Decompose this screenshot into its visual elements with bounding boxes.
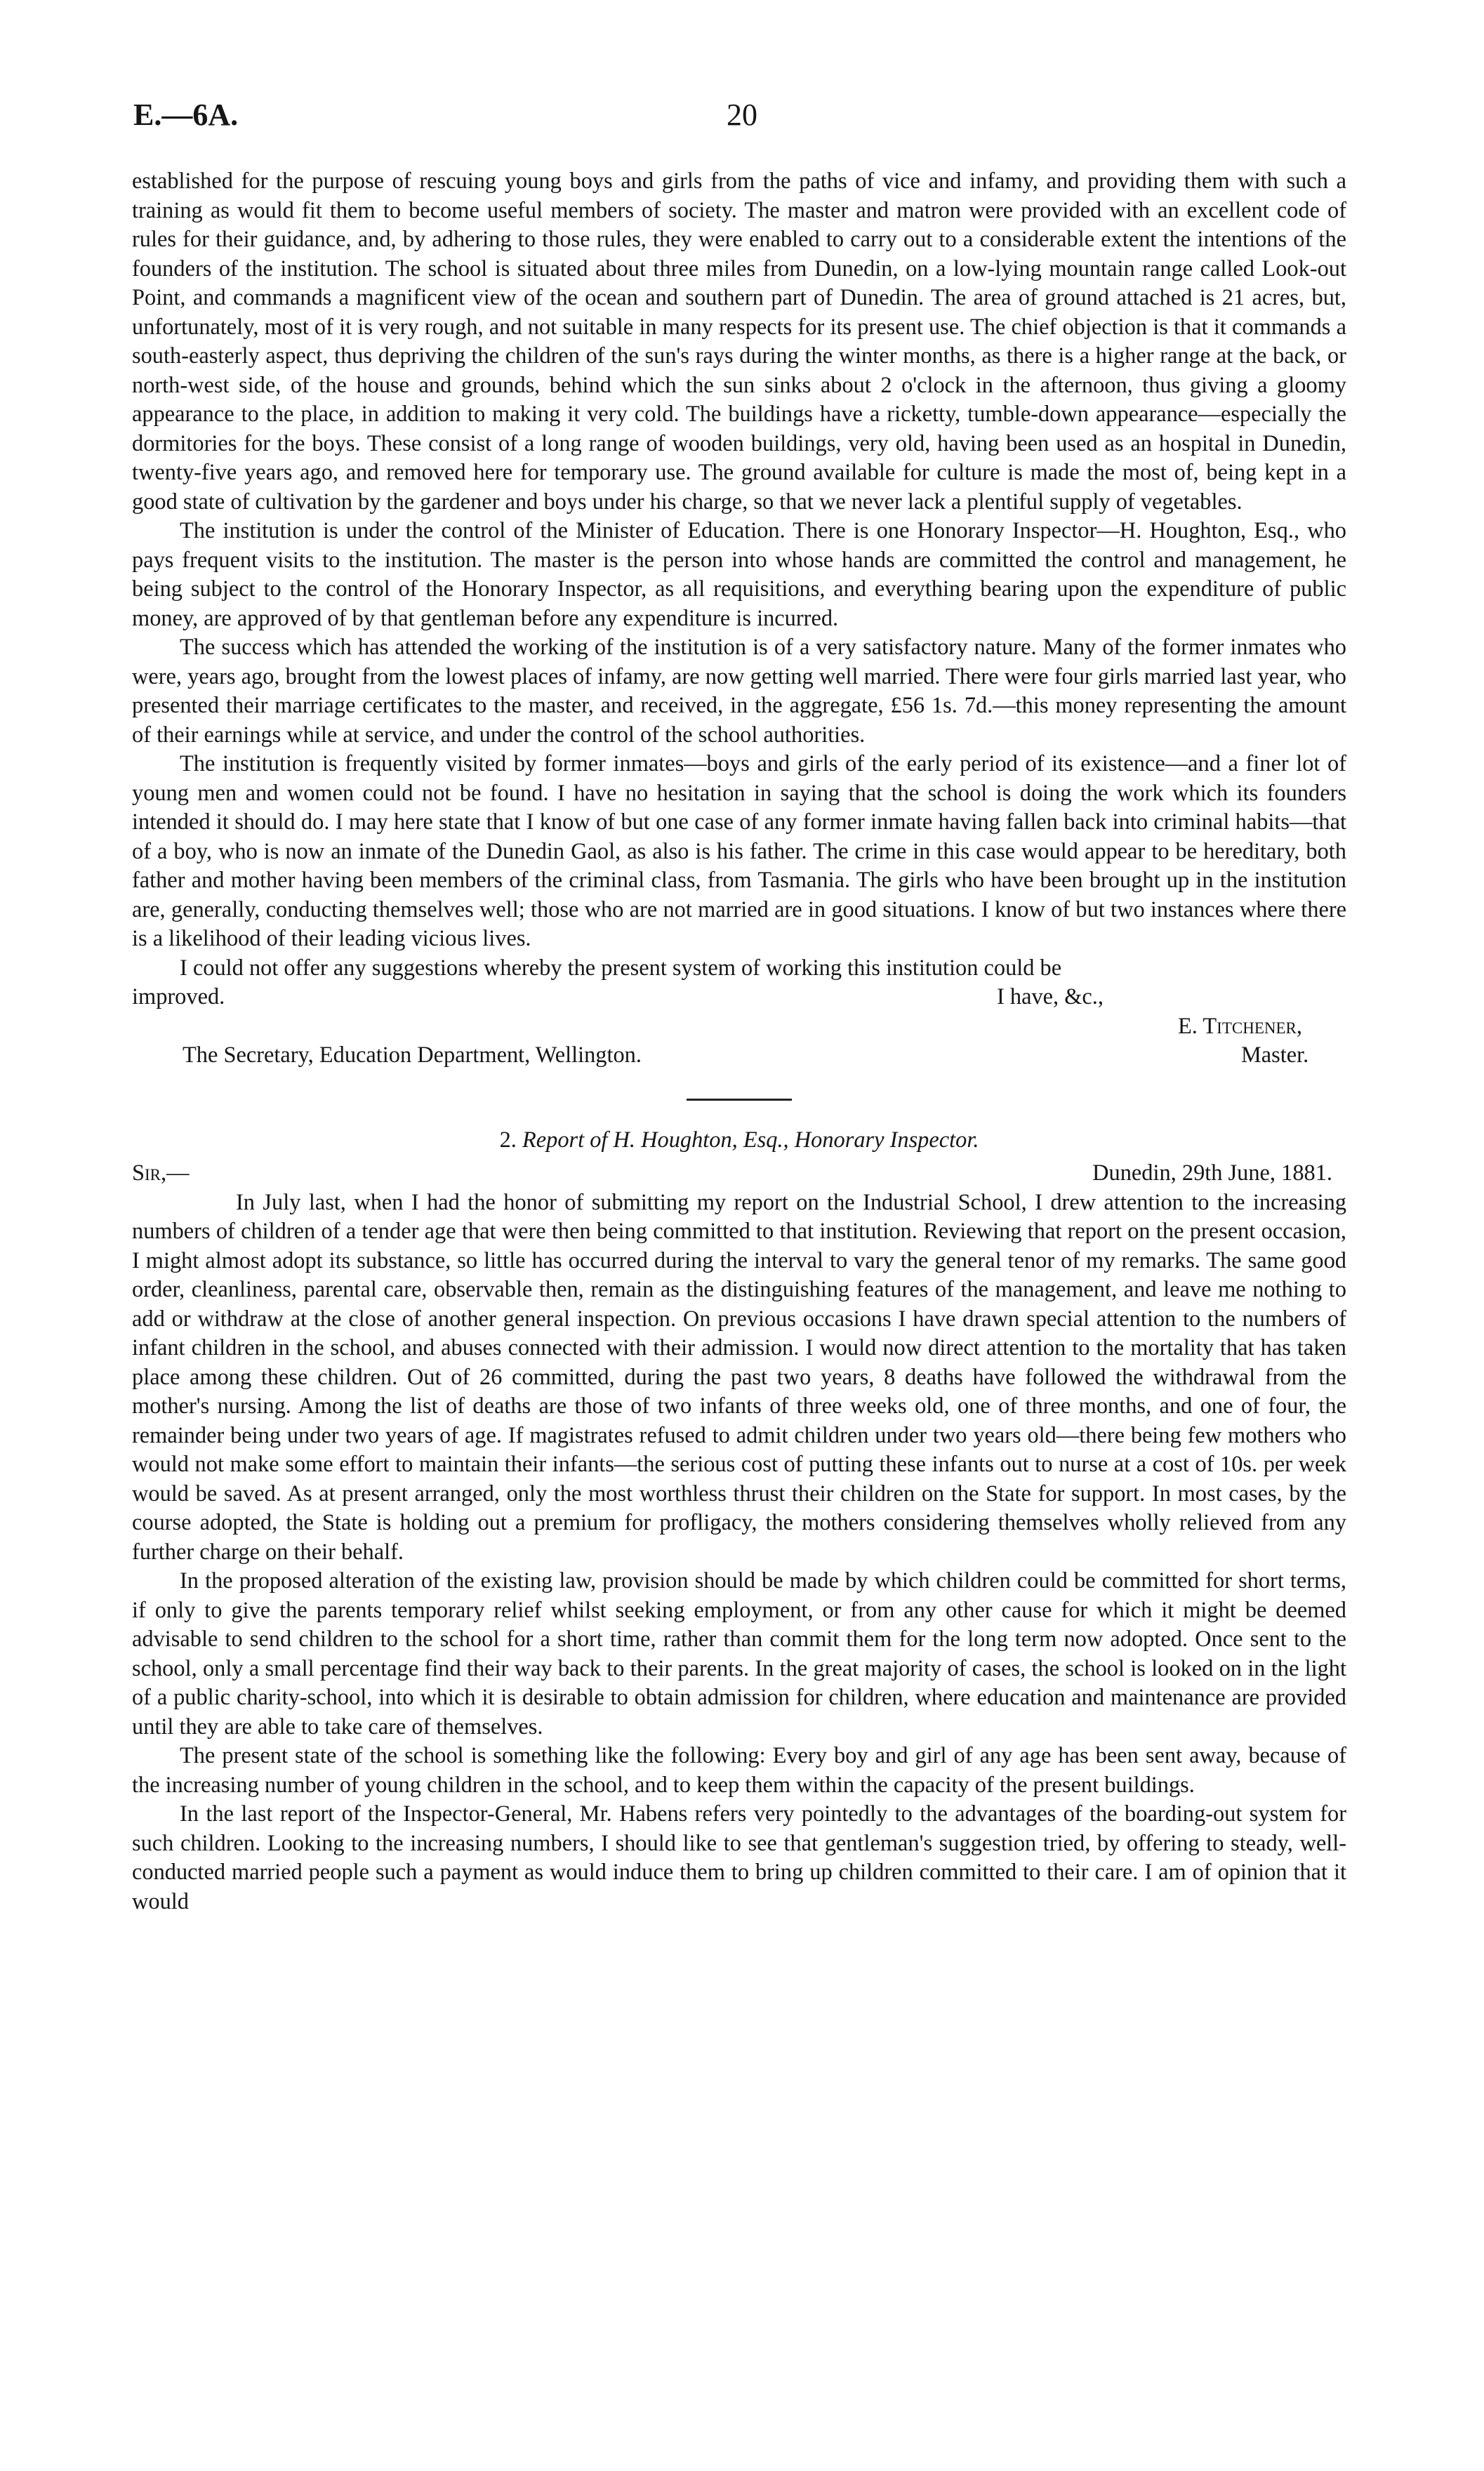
page-number: 20: [727, 98, 757, 132]
body-text: [132, 167, 1346, 1916]
closing-word: improved.: [132, 984, 225, 1009]
page-header: [133, 97, 1351, 139]
report1-paragraph-4: The institution is frequently visited by former inmates—boys and girls of the early period of its existence—and a finer lot of young men and women could not be found. I have no hesitation in saying that the school is doing the work which its founders intended it should do. I may here state that I know of but one case of any former inmate having fallen back into criminal habits—that of a boy, who is now an inmate of the Dunedin Gaol, as also is his father. The crime in this case would appear to be hereditary, both father and mother having been members of the criminal class, from Tasmania. The girls who have been brought up in the institution are, generally, conducting themselves well; those who are not married are in good situations. I know of but two instances where there is a likelihood of their leading vicious lives.: [132, 751, 1346, 951]
report2-number: 2.: [499, 1127, 517, 1153]
dateline: Dunedin, 29th June, 1881.: [1092, 1160, 1332, 1186]
report2-title: Report of H. Houghton, Esq., Honorary Inspector.: [522, 1127, 979, 1153]
signatory-name: E. Titchener,: [1178, 1013, 1302, 1039]
report1-paragraph-3: The success which has attended the working of the institution is of a very satisfactory nature. Many of the former inmates who were, years ago, brought from the lowest places of infamy, are now getting well married. There were four girls married last year, who presented their marriage certificates to the master, and received, in the aggregate, £56 1s. 7d.—this money representing the amount of their earnings while at service, and under the control of the school authorities.: [132, 635, 1346, 748]
salutation-row: [132, 1159, 1346, 1188]
report2-paragraph-3: The present state of the school is something like the following: Every boy and girl of any age has been sent away, because of the increasing number of young children in the school, and to keep them within the capacity of the present buildings.: [132, 1743, 1346, 1798]
closing-formula: I have, &c.,: [997, 984, 1104, 1009]
addressee: The Secretary, Education Department, Wellington.: [183, 1042, 642, 1068]
report1-paragraph-2: The institution is under the control of the Minister of Education. There is one Honorary Inspector—H. Houghton, Esq., who pays frequent visits to the institution. The master is the person into whose hands are committed the control and management, he being subject to the control of the Honorary Inspector, as all requisitions, and everything bearing upon the expenditure of public money, are approved of by that gentleman before any expenditure is incurred.: [132, 518, 1346, 631]
section-divider: [687, 1099, 792, 1101]
report2-paragraph-2: In the proposed alteration of the existing law, provision should be made by which children could be committed for short terms, if only to give the parents temporary relief whilst seeking employment, or from any other cause for which it might be deemed advisable to send children to the school for a short time, rather than commit them for the long term now adopted. Once sent to the school, only a small percentage find their way back to their parents. In the great majority of cases, the school is looked on in the light of a public charity-school, into which it is desirable to obtain admission for children, where education and maintenance are provided until they are able to take care of themselves.: [132, 1568, 1346, 1740]
signatory-row: [132, 1012, 1346, 1042]
closing-row: [132, 983, 1346, 1012]
report2-heading: [132, 1126, 1346, 1155]
report1-paragraph-5: I could not offer any suggestions whereby the present system of working this institution could be: [180, 955, 1062, 981]
document-reference: E.—6A.: [133, 98, 239, 132]
salutation: Sir,—: [132, 1160, 190, 1186]
report2-paragraph-4: In the last report of the Inspector-General, Mr. Habens refers very pointedly to the advantages of the boarding-out system for such children. Looking to the increasing numbers, I should like to see that gentleman's suggestion tried, by offering to steady, well-conducted married people such a payment as would induce them to bring up children committed to their care. I am of opinion that it would: [132, 1801, 1346, 1914]
report2-paragraph-1: In July last, when I had the honor of submitting my report on the Industrial School, I drew attention to the increasing numbers of children of a tender age that were then being committed to that institution. Reviewing that report on the present occasion, I might almost adopt its substance, so little has occurred during the interval to vary the general tenor of my remarks. The same good order, cleanliness, parental care, observable then, remain as the distinguishing features of the management, and leave me nothing to add or withdraw at the close of another general inspection. On previous occasions I have drawn special attention to the numbers of infant children in the school, and abuses connected with their admission. I would now direct attention to the mortality that has taken place among these children. Out of 26 committed, during the past two years, 8 deaths have followed the withdrawal from the mother's nursing. Among the list of deaths are those of two infants of three weeks old, one of three months, and one of four, the remainder being under two years of age. If magistrates refused to admit children under two years old—there being few mothers who would not make some effort to maintain their infants—the serious cost of putting these infants out to nurse at a cost of 10s. per week would be saved. As at present arranged, only the most worthless thrust their children on the State for support. In most cases, by the course adopted, the State is holding out a premium for profligacy, the mothers considering themselves wholly relieved from any further charge on their behalf.: [132, 1189, 1346, 1565]
signatory-title: Master.: [1241, 1042, 1309, 1068]
report1-paragraph-1: established for the purpose of rescuing young boys and girls from the paths of vice and infamy, and providing them with such a training as would fit them to become useful members of society. The master and matron were provided with an excellent code of rules for their guidance, and, by adhering to those rules, they were enabled to carry out to a considerable extent the intentions of the founders of the institution. The school is situated about three miles from Dunedin, on a low-lying mountain range called Look-out Point, and commands a magnificent view of the ocean and southern part of Dunedin. The area of ground attached is 21 acres, but, unfortunately, most of it is very rough, and not suitable in many respects for its present use. The chief objection is that it commands a south-easterly aspect, thus depriving the children of the sun's rays during the winter months, as there is a higher range at the back, or north-west side, of the house and grounds, behind which the sun sinks about 2 o'clock in the afternoon, thus giving a gloomy appearance to the place, in addition to making it very cold. The buildings have a ricketty, tumble-down appearance—especially the dormitories for the boys. These consist of a long range of wooden buildings, very old, having been used as an hospital in Dunedin, twenty-five years ago, and removed here for temporary use. The ground available for culture is made the most of, being kept in a good state of cultivation by the gardener and boys under his charge, so that we never lack a plentiful supply of vegetables.: [132, 168, 1346, 515]
addressee-row: [132, 1041, 1346, 1071]
